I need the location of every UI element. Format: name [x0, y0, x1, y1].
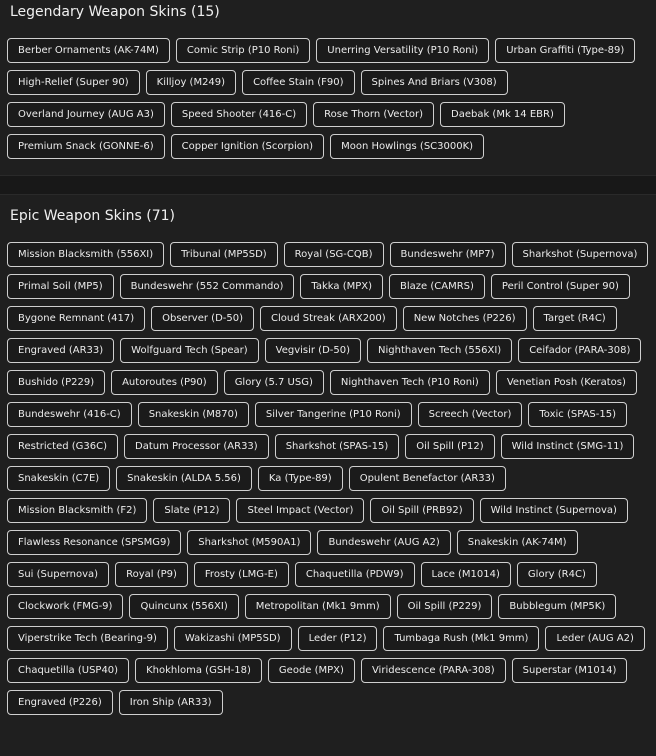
- skin-tag[interactable]: Bygone Remnant (417): [7, 306, 145, 331]
- skin-tag[interactable]: Sui (Supernova): [7, 562, 109, 587]
- skin-tag[interactable]: Steel Impact (Vector): [236, 498, 364, 523]
- skin-tag[interactable]: Opulent Benefactor (AR33): [349, 466, 506, 491]
- skin-tag[interactable]: Viperstrike Tech (Bearing-9): [7, 626, 168, 651]
- skin-tag[interactable]: Berber Ornaments (AK-74M): [7, 38, 170, 63]
- skin-tag[interactable]: Chaquetilla (USP40): [7, 658, 129, 683]
- skin-tag[interactable]: Target (R4C): [533, 306, 617, 331]
- skin-tag[interactable]: Speed Shooter (416-C): [171, 102, 307, 127]
- skin-tag[interactable]: Autoroutes (P90): [111, 370, 218, 395]
- skin-tag[interactable]: Oil Spill (PRB92): [370, 498, 473, 523]
- skin-tag[interactable]: Snakeskin (AK-74M): [457, 530, 578, 555]
- skin-tag[interactable]: Oil Spill (P229): [397, 594, 493, 619]
- skin-tag[interactable]: Nighthaven Tech (P10 Roni): [330, 370, 490, 395]
- skin-tag[interactable]: Rose Thorn (Vector): [313, 102, 434, 127]
- skin-tag[interactable]: Killjoy (M249): [146, 70, 236, 95]
- skin-tag[interactable]: Observer (D-50): [151, 306, 254, 331]
- skin-tag[interactable]: Wild Instinct (SMG-11): [501, 434, 635, 459]
- skin-tag[interactable]: Glory (5.7 USG): [224, 370, 324, 395]
- skin-tag[interactable]: Royal (SG-CQB): [284, 242, 384, 267]
- skin-tag[interactable]: Bundeswehr (416-C): [7, 402, 132, 427]
- skin-tag[interactable]: Chaquetilla (PDW9): [295, 562, 415, 587]
- skin-tag[interactable]: Restricted (G36C): [7, 434, 118, 459]
- skin-tag[interactable]: Flawless Resonance (SPSMG9): [7, 530, 181, 555]
- skin-tag[interactable]: Mission Blacksmith (F2): [7, 498, 147, 523]
- skin-tag[interactable]: Moon Howlings (SC3000K): [330, 134, 484, 159]
- skin-tag[interactable]: Glory (R4C): [517, 562, 597, 587]
- skin-tag[interactable]: Sharkshot (SPAS-15): [275, 434, 400, 459]
- skin-tag[interactable]: Peril Control (Super 90): [491, 274, 630, 299]
- skin-tag[interactable]: High-Relief (Super 90): [7, 70, 140, 95]
- skin-tag[interactable]: Bubblegum (MP5K): [498, 594, 616, 619]
- skin-tag[interactable]: Toxic (SPAS-15): [528, 402, 627, 427]
- skin-tag[interactable]: Screech (Vector): [418, 402, 523, 427]
- section-divider: [0, 175, 656, 195]
- skin-tag[interactable]: Clockwork (FMG-9): [7, 594, 123, 619]
- skin-tag[interactable]: Ceifador (PARA-308): [518, 338, 641, 363]
- skin-tag[interactable]: Geode (MPX): [268, 658, 355, 683]
- skin-tag[interactable]: Overland Journey (AUG A3): [7, 102, 165, 127]
- skin-tag[interactable]: Tumbaga Rush (Mk1 9mm): [383, 626, 539, 651]
- legendary-section-title: Legendary Weapon Skins (15): [10, 4, 220, 20]
- skin-tag[interactable]: Urban Graffiti (Type-89): [495, 38, 635, 63]
- skin-tag[interactable]: Royal (P9): [115, 562, 188, 587]
- skin-tag[interactable]: Premium Snack (GONNE-6): [7, 134, 165, 159]
- skin-tag[interactable]: Lace (M1014): [421, 562, 511, 587]
- skin-tag[interactable]: Wakizashi (MP5SD): [174, 626, 292, 651]
- skin-tag[interactable]: Sharkshot (M590A1): [187, 530, 311, 555]
- skin-tag[interactable]: Metropolitan (Mk1 9mm): [245, 594, 391, 619]
- skin-tag[interactable]: Wolfguard Tech (Spear): [120, 338, 258, 363]
- legendary-tag-list: [0, 38, 656, 159]
- legendary-section: [0, 0, 656, 175]
- skin-tag[interactable]: Venetian Posh (Keratos): [496, 370, 637, 395]
- skin-tag[interactable]: Bundeswehr (552 Commando): [120, 274, 295, 299]
- skin-tag[interactable]: Vegvisir (D-50): [265, 338, 361, 363]
- skin-tag[interactable]: New Notches (P226): [403, 306, 527, 331]
- skin-tag[interactable]: Tribunal (MP5SD): [170, 242, 278, 267]
- skin-tag[interactable]: Superstar (M1014): [512, 658, 628, 683]
- skin-tag[interactable]: Cloud Streak (ARX200): [260, 306, 397, 331]
- skin-tag[interactable]: Viridescence (PARA-308): [361, 658, 506, 683]
- skin-tag[interactable]: Frosty (LMG-E): [194, 562, 289, 587]
- skin-tag[interactable]: Engraved (P226): [7, 690, 113, 715]
- skin-tag[interactable]: Primal Soil (MP5): [7, 274, 114, 299]
- skin-tag[interactable]: Daebak (Mk 14 EBR): [440, 102, 565, 127]
- skin-tag[interactable]: Oil Spill (P12): [405, 434, 494, 459]
- skin-tag[interactable]: Nighthaven Tech (556XI): [367, 338, 512, 363]
- skin-tag[interactable]: Wild Instinct (Supernova): [480, 498, 628, 523]
- skin-tag[interactable]: Iron Ship (AR33): [119, 690, 223, 715]
- skin-tag[interactable]: Comic Strip (P10 Roni): [176, 38, 310, 63]
- skin-tag[interactable]: Snakeskin (C7E): [7, 466, 110, 491]
- skin-tag[interactable]: Bundeswehr (AUG A2): [317, 530, 450, 555]
- skin-tag[interactable]: Takka (MPX): [300, 274, 383, 299]
- skin-tag[interactable]: Mission Blacksmith (556XI): [7, 242, 164, 267]
- epic-tag-list: [0, 242, 656, 715]
- skin-tag[interactable]: Spines And Briars (V308): [361, 70, 508, 95]
- skin-tag[interactable]: Coffee Stain (F90): [242, 70, 354, 95]
- skin-tag[interactable]: Blaze (CAMRS): [389, 274, 485, 299]
- epic-section: [0, 206, 656, 756]
- skin-tag[interactable]: Slate (P12): [153, 498, 230, 523]
- skin-tag[interactable]: Snakeskin (M870): [138, 402, 249, 427]
- skin-tag[interactable]: Snakeskin (ALDA 5.56): [116, 466, 252, 491]
- epic-section-title: Epic Weapon Skins (71): [10, 208, 175, 224]
- skin-tag[interactable]: Silver Tangerine (P10 Roni): [255, 402, 412, 427]
- skin-tag[interactable]: Quincunx (556XI): [129, 594, 238, 619]
- skin-tag[interactable]: Leder (P12): [298, 626, 378, 651]
- skin-tag[interactable]: Sharkshot (Supernova): [512, 242, 649, 267]
- skin-tag[interactable]: Engraved (AR33): [7, 338, 114, 363]
- skin-tag[interactable]: Bushido (P229): [7, 370, 105, 395]
- skin-tag[interactable]: Unerring Versatility (P10 Roni): [316, 38, 489, 63]
- skin-tag[interactable]: Datum Processor (AR33): [124, 434, 269, 459]
- skin-tag[interactable]: Bundeswehr (MP7): [390, 242, 506, 267]
- skin-tag[interactable]: Copper Ignition (Scorpion): [171, 134, 324, 159]
- skin-tag[interactable]: Leder (AUG A2): [545, 626, 644, 651]
- skin-tag[interactable]: Ka (Type-89): [258, 466, 343, 491]
- skin-tag[interactable]: Khokhloma (GSH-18): [135, 658, 262, 683]
